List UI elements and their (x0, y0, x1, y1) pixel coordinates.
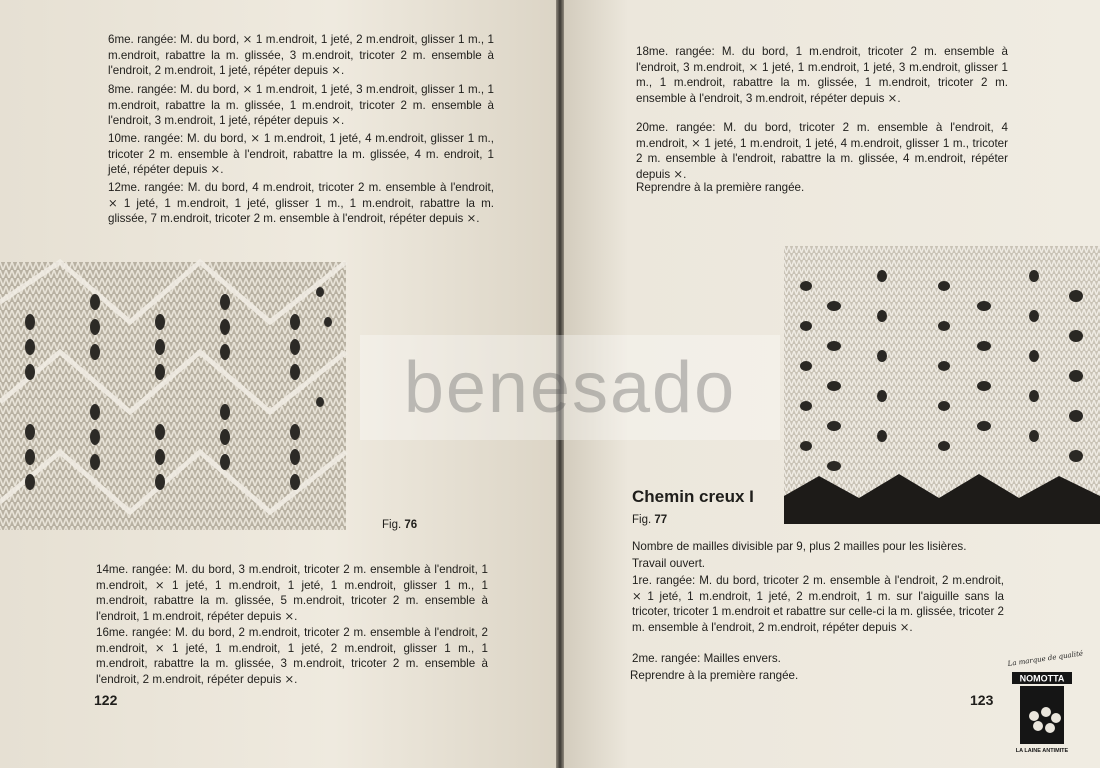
row-text: M. du bord, 2 m.endroit, tricoter 2 m. ensemble à l'endroit, 2 m.endroit, ⨯ 1 jeté, 1 m.endroit, 1 jeté, 2 m.endroit, glisser 1 m., 1 m.endroit, rabattre la m. glissée, 3 m.endroit, tricoter 2 m. ensemble à l'endroit, 2 m.endroit, répéter depuis ⨯. (96, 626, 489, 686)
lace-swatch-photo-77 (784, 246, 1100, 524)
watermark: benesado (360, 335, 780, 440)
row-text: M. du bord, tricoter 2 m. ensemble à l'endroit, 2 m.endroit, ⨯ 1 jeté, 1 m.endroit, 1 jeté, 2 m.endroit, 1 m. sur l'aiguille sans la tricoter, tricoter 1 m.endroit et rabattre sur celle-ci la m. glissée, tricoter 2 m. ensemble à l'endroit, 2 m.endroit, répéter depuis ⨯. (632, 574, 1004, 634)
repeat-note-2: Reprendre à la première rangée. (630, 669, 799, 682)
figure-prefix: Fig. (382, 519, 402, 531)
row-text: M. du bord, ⨯ 1 m.endroit, 1 jeté, 2 m.endroit, glisser 1 m., 1 m.endroit, rabattre la m. glissée, 3 m.endroit, tricoter 2 m. ensemble à l'endroit, 2 m.endroit, 1 jeté, répéter depuis ⨯. (108, 33, 494, 78)
lace-swatch-photo-76 (0, 262, 346, 530)
work-type-note: Travail ouvert. (632, 557, 706, 570)
row-label: 12me. rangée: (108, 181, 184, 194)
row-1-instruction (632, 573, 1004, 635)
row-6-instruction (108, 32, 494, 79)
row-12-instruction (108, 180, 494, 227)
row-text: Mailles envers. (703, 652, 781, 665)
row-14-instruction (96, 562, 488, 624)
row-text: M. du bord, ⨯ 1 m.endroit, 1 jeté, 3 m.endroit, glisser 1 m., 1 m.endroit, rabattre la m. glissée, 1 m.endroit, tricoter 2 m. ensemble à l'endroit, 3 m.endroit, 1 jeté, répéter depuis ⨯. (108, 83, 494, 128)
row-2-instruction (632, 651, 1004, 667)
row-10-instruction (108, 131, 494, 178)
logo-tagline: La marque de qualité (1007, 649, 1084, 668)
logo-subtitle: LA LAINE ANTIMITE (1015, 748, 1069, 754)
row-label: 16me. rangée: (96, 626, 172, 639)
page-number-right: 123 (970, 692, 994, 708)
row-label: 20me. rangée: (636, 121, 716, 134)
row-label: 18me. rangée: (636, 45, 715, 58)
pattern-title: Chemin creux I (632, 487, 754, 506)
row-label: 6me. rangée: (108, 33, 177, 46)
figure-number: 77 (654, 514, 668, 526)
row-label: 14me. rangée: (96, 563, 172, 576)
row-label: 8me. rangée: (108, 83, 177, 96)
page-number-left: 122 (94, 692, 118, 708)
nomotta-logo (1007, 649, 1084, 756)
figure-caption-77 (632, 514, 667, 526)
row-text: M. du bord, 3 m.endroit, tricoter 2 m. ensemble à l'endroit, 1 m.endroit, ⨯ 1 jeté, 1 m.endroit, 1 jeté, 1 m.endroit, glisser 1 m., 1 m.endroit, rabattre la m. glissée, 5 m.endroit, tricoter 2 m. ensemble à l'endroit, 1 m.endroit, répéter depuis ⨯. (96, 563, 489, 623)
row-text: M. du bord, ⨯ 1 m.endroit, 1 jeté, 4 m.endroit, glisser 1 m., tricoter 2 m. ensemble à l'endroit, rabattre la m. glissée, 4 m. endroit, 1 jeté, répéter depuis ⨯. (108, 132, 495, 177)
figure-number: 76 (404, 519, 418, 531)
row-text: M. du bord, 4 m.endroit, tricoter 2 m. ensemble à l'endroit, ⨯ 1 jeté, 1 m.endroit, 1 jeté, glisser 1 m., 1 m.endroit, rabattre la m. glissée, 7 m.endroit, tricoter 2 m. ensemble à l'endroit, répéter depuis ⨯. (108, 181, 494, 226)
row-18-instruction (636, 44, 1008, 106)
row-16-instruction (96, 625, 488, 687)
repeat-note-1: Reprendre à la première rangée. (636, 181, 805, 194)
figure-caption-76 (382, 519, 417, 531)
stitch-count-note: Nombre de mailles divisible par 9, plus 2 mailles pour les lisières. (632, 540, 967, 553)
logo-brand: NOMOTTA (1019, 673, 1065, 684)
row-label: 1re. rangée: (632, 574, 696, 587)
row-label: 2me. rangée: (632, 652, 701, 665)
figure-prefix: Fig. (632, 514, 652, 526)
row-text: M. du bord, 1 m.endroit, tricoter 2 m. ensemble à l'endroit, 3 m.endroit, ⨯ 1 jeté, 1 m.endroit, 1 jeté, 3 m.endroit, glisser 1 m., 1 m.endroit, rabattre la m. glissée, 1 m.endroit, tricoter 2 m. ensemble à l'endroit, 3 m.endroit, répéter depuis ⨯. (636, 45, 1009, 105)
row-label: 10me. rangée: (108, 132, 184, 145)
row-20-instruction (636, 120, 1008, 182)
row-8-instruction (108, 82, 494, 129)
row-text: M. du bord, tricoter 2 m. ensemble à l'endroit, 4 m.endroit, ⨯ 1 jeté, 1 m.endroit, 1 jeté, 4 m.endroit, glisser 1 m., tricoter 2 m. ensemble à l'endroit, rabattre la m. glissée, 4 m.endroit, répéter depuis ⨯. (636, 121, 1009, 181)
